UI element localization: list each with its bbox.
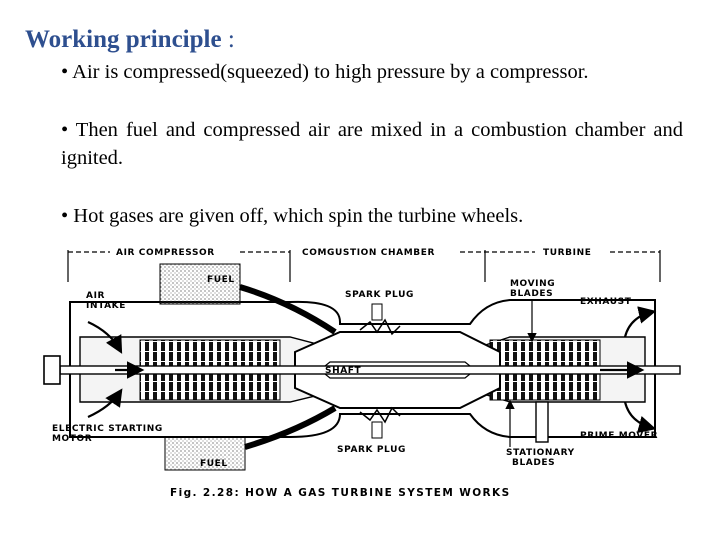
gas-turbine-diagram: [40, 242, 700, 504]
slide-title: Working principle :: [25, 26, 235, 53]
label-blades-top: BLADES: [510, 289, 554, 299]
label-fuel-bottom: FUEL: [200, 459, 228, 469]
label-air-compressor: AIR COMPRESSOR: [116, 248, 215, 258]
prime-mover: [536, 402, 548, 442]
label-combustion-chamber: COMGUSTION CHAMBER: [302, 248, 435, 258]
label-intake: INTAKE: [86, 301, 127, 311]
shaft: [60, 366, 680, 374]
label-air: AIR: [86, 291, 106, 301]
label-stationary: STATIONARY: [506, 448, 575, 458]
bullet-turbine: • Hot gases are given off, which spin the turbine wheels.: [61, 205, 524, 227]
figure-caption: Fig. 2.28: HOW A GAS TURBINE SYSTEM WORKS: [170, 487, 511, 499]
bullet-combustion: • Then fuel and compressed air are mixed in a combustion chamber and ignited.: [61, 119, 683, 169]
label-fuel-top: FUEL: [207, 275, 235, 285]
starting-motor: [44, 356, 60, 384]
label-prime-mover: PRIME MOVER: [580, 431, 659, 441]
label-exhaust: EXHAUST: [580, 297, 632, 307]
label-turbine: TURBINE: [543, 248, 592, 258]
label-spark-plug-top: SPARK PLUG: [345, 290, 414, 300]
label-electric-starting: ELECTRIC STARTING: [52, 424, 163, 434]
label-blades-bottom: BLADES: [512, 458, 556, 468]
label-spark-plug-bottom: SPARK PLUG: [337, 445, 406, 455]
bullet-compression: • Air is compressed(squeezed) to high pressure by a compressor.: [61, 61, 589, 83]
label-moving: MOVING: [510, 279, 556, 289]
label-shaft: SHAFT: [325, 366, 362, 376]
label-motor: MOTOR: [52, 434, 93, 444]
